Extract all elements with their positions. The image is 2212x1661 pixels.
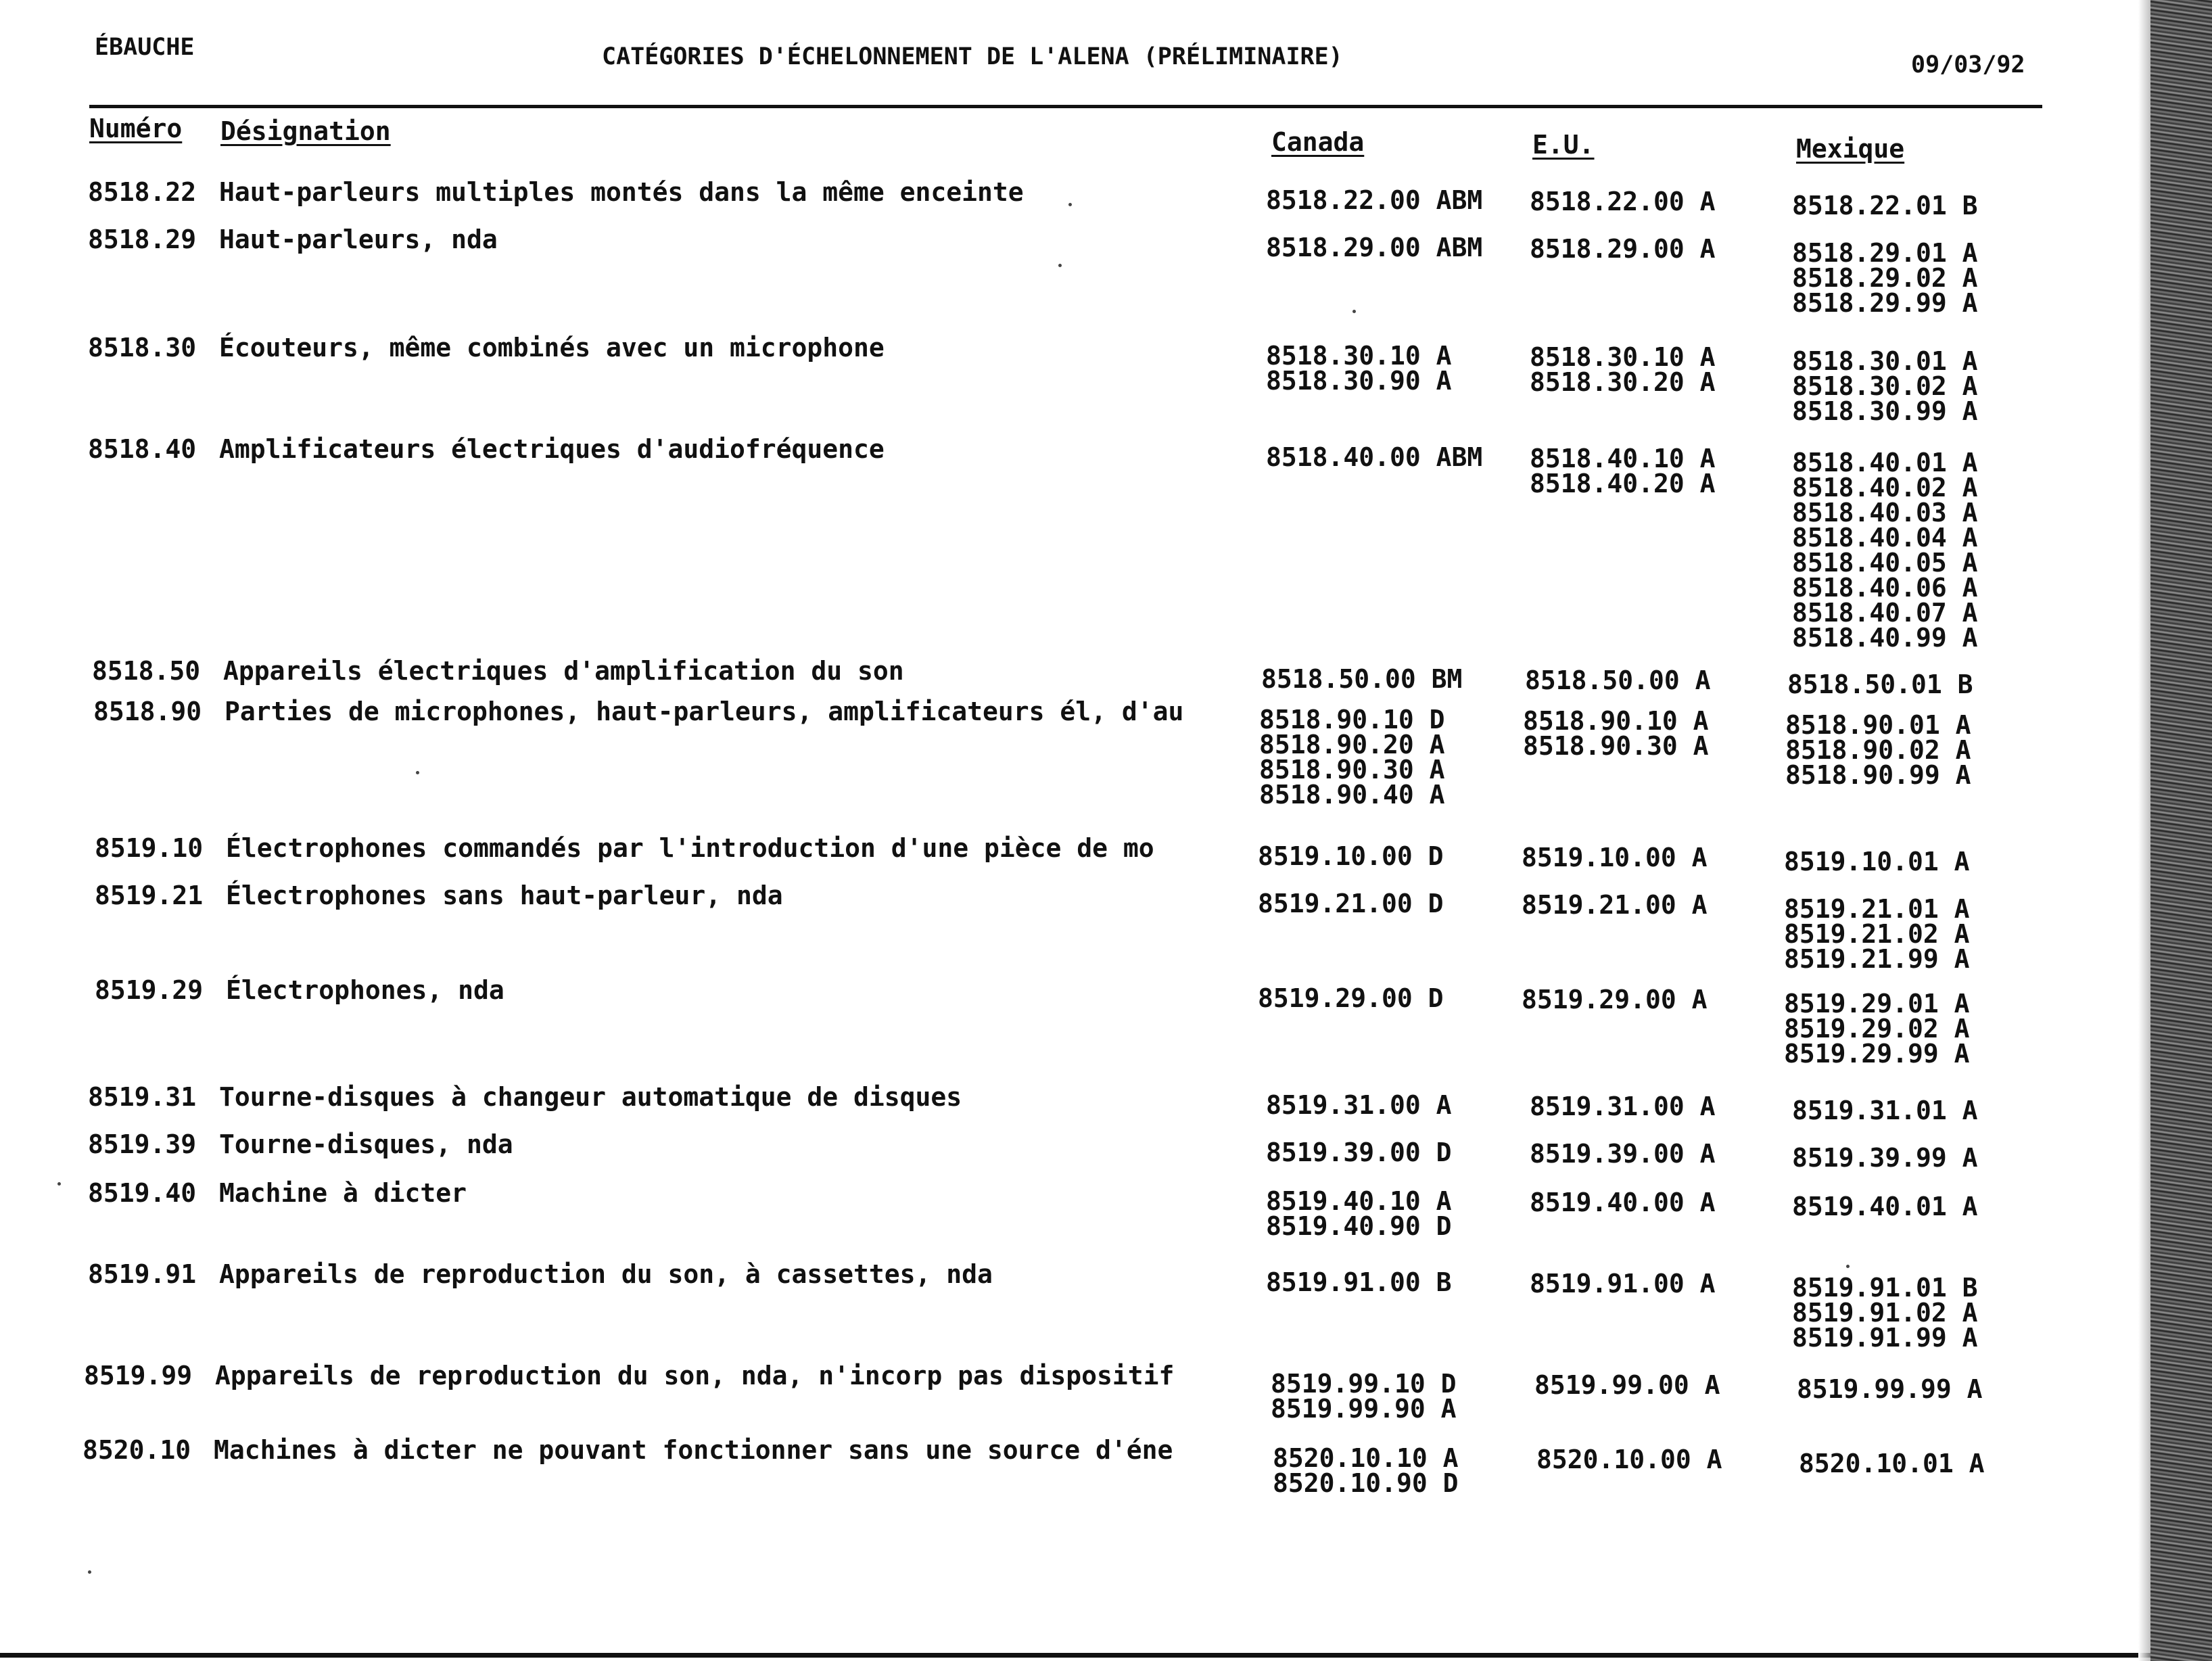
tariff-number: 8518.22 [88, 177, 197, 207]
eu-code: 8518.40.20 A [1530, 469, 1716, 498]
eu-code: 8518.90.10 A [1523, 706, 1709, 736]
tariff-number: 8519.91 [88, 1259, 197, 1289]
tariff-number: 8519.40 [88, 1178, 197, 1208]
eu-codes [1530, 1094, 1716, 1119]
eu-codes [1534, 1370, 1720, 1400]
eu-codes [1530, 446, 1716, 496]
mexique-code: 8519.21.01 A [1784, 894, 1970, 924]
canada-codes [1266, 1267, 1452, 1297]
tariff-number: 8519.39 [88, 1129, 197, 1159]
canada-codes [1271, 1369, 1457, 1424]
table-row [0, 1361, 2212, 1424]
canada-code: 8518.90.10 D [1259, 705, 1445, 734]
tariff-designation: Machine à dicter [219, 1178, 467, 1208]
eu-code: 8519.21.00 A [1522, 890, 1708, 920]
tariff-designation: Électrophones sans haut-parleur, nda [226, 881, 783, 910]
scan-speck [1846, 1265, 1850, 1268]
mexique-codes [1792, 1098, 1978, 1123]
mexique-code: 8519.91.02 A [1792, 1298, 1978, 1328]
mexique-code: 8519.21.02 A [1784, 919, 1970, 949]
canada-codes [1259, 707, 1445, 808]
table-row [0, 1129, 2212, 1173]
tariff-designation: Haut-parleurs, nda [219, 225, 498, 254]
mexique-code: 8518.30.02 A [1792, 371, 1978, 401]
canada-codes [1261, 664, 1463, 694]
mexique-code: 8519.40.01 A [1792, 1192, 1978, 1221]
eu-code: 8518.90.30 A [1523, 731, 1709, 761]
eu-code: 8519.40.00 A [1530, 1188, 1716, 1217]
canada-code: 8518.50.00 BM [1261, 664, 1463, 694]
mexique-code: 8519.91.01 B [1792, 1273, 1978, 1303]
canada-code: 8519.40.90 D [1266, 1211, 1452, 1241]
mexique-codes [1792, 1273, 1978, 1353]
canada-codes [1266, 1090, 1452, 1120]
canada-code: 8518.90.20 A [1259, 730, 1445, 759]
column-header-designation: Désignation [220, 116, 391, 146]
canada-code: 8518.30.10 A [1266, 341, 1452, 371]
canada-codes [1258, 841, 1444, 871]
mexique-code: 8518.29.02 A [1792, 263, 1978, 293]
tariff-number: 8518.90 [93, 697, 202, 726]
canada-code: 8518.90.30 A [1259, 755, 1445, 785]
tariff-number: 8519.10 [95, 833, 204, 863]
eu-codes [1530, 189, 1716, 214]
table-row [0, 975, 2212, 1069]
mexique-codes [1784, 894, 1970, 974]
scan-speck [1058, 264, 1062, 267]
eu-codes [1523, 706, 1709, 761]
mexique-code: 8520.10.01 A [1799, 1449, 1985, 1478]
mexique-code: 8518.22.01 B [1792, 191, 1978, 220]
canada-code: 8519.21.00 D [1258, 889, 1444, 918]
table-row [0, 833, 2212, 876]
tariff-number: 8519.31 [88, 1082, 197, 1112]
eu-code: 8518.30.20 A [1530, 367, 1716, 397]
mexique-code: 8518.40.02 A [1792, 473, 1978, 502]
mexique-codes [1784, 991, 1970, 1067]
canada-code: 8519.40.10 A [1266, 1186, 1452, 1216]
table-row [0, 1259, 2212, 1353]
canada-code: 8518.22.00 ABM [1266, 185, 1483, 215]
scan-speck [416, 771, 419, 774]
mexique-codes [1787, 672, 1973, 697]
tariff-designation: Électrophones, nda [226, 975, 504, 1005]
table-row [0, 434, 2212, 653]
mexique-codes [1792, 346, 1978, 426]
eu-code: 8519.10.00 A [1522, 843, 1708, 872]
mexique-code: 8519.31.01 A [1792, 1096, 1978, 1125]
column-header-numero: Numéro [89, 114, 183, 143]
eu-codes [1522, 987, 1708, 1012]
canada-code: 8519.39.00 D [1266, 1138, 1452, 1167]
scan-speck [1068, 203, 1072, 206]
eu-code: 8518.40.10 A [1530, 444, 1716, 473]
mexique-code: 8518.40.05 A [1792, 548, 1978, 578]
eu-code: 8518.50.00 A [1525, 665, 1711, 695]
tariff-number: 8519.21 [95, 881, 204, 910]
canada-code: 8519.29.00 D [1258, 983, 1444, 1013]
mexique-code: 8518.30.01 A [1792, 346, 1978, 376]
tariff-designation: Haut-parleurs multiples montés dans la même enceinte [219, 177, 1024, 207]
canada-codes [1266, 442, 1483, 472]
tariff-designation: Machines à dicter ne pouvant fonctionner sans une source d'éne [214, 1435, 1173, 1465]
canada-code: 8520.10.10 A [1273, 1443, 1459, 1473]
eu-codes [1536, 1447, 1722, 1472]
canada-code: 8519.99.10 D [1271, 1369, 1457, 1399]
mexique-code: 8518.30.99 A [1792, 396, 1978, 426]
tariff-designation: Tourne-disques à changeur automatique de disques [219, 1082, 962, 1112]
tariff-designation: Tourne-disques, nda [219, 1129, 513, 1159]
document-date: 09/03/92 [1911, 51, 2025, 78]
mexique-code: 8518.29.01 A [1792, 238, 1978, 268]
canada-code: 8519.99.90 A [1271, 1394, 1457, 1424]
mexique-codes [1784, 849, 1970, 874]
canada-codes [1266, 235, 1482, 260]
mexique-code: 8519.39.99 A [1792, 1143, 1978, 1173]
mexique-code: 8519.99.99 A [1797, 1374, 1983, 1404]
mexique-code: 8518.40.06 A [1792, 573, 1978, 603]
canada-codes [1266, 185, 1483, 215]
eu-code: 8518.22.00 A [1530, 187, 1716, 216]
tariff-designation: Appareils de reproduction du son, à cassettes, nda [219, 1259, 993, 1289]
eu-code: 8520.10.00 A [1536, 1445, 1722, 1474]
canada-code: 8518.40.00 ABM [1266, 442, 1483, 472]
column-header-canada: Canada [1271, 127, 1365, 157]
scan-speck [1352, 310, 1356, 313]
eu-codes [1530, 1269, 1716, 1299]
canada-codes [1266, 1186, 1452, 1241]
mexique-code: 8518.29.99 A [1792, 288, 1978, 318]
mexique-codes [1792, 1194, 1978, 1219]
eu-code: 8519.39.00 A [1530, 1139, 1716, 1169]
mexique-code: 8518.90.99 A [1785, 760, 1971, 790]
eu-codes [1522, 890, 1708, 920]
tariff-number: 8518.50 [92, 656, 201, 686]
draft-label: ÉBAUCHE [95, 34, 195, 61]
canada-code: 8518.30.90 A [1266, 366, 1452, 396]
tariff-designation: Appareils électriques d'amplification du son [223, 656, 904, 686]
canada-codes [1258, 891, 1444, 916]
mexique-code: 8518.50.01 B [1787, 670, 1973, 699]
scan-speck [88, 1570, 91, 1574]
eu-code: 8518.29.00 A [1530, 234, 1716, 264]
tariff-designation: Appareils de reproduction du son, nda, n'incorp pas dispositif [215, 1361, 1175, 1390]
eu-code: 8519.91.00 A [1530, 1269, 1716, 1299]
eu-code: 8518.30.10 A [1530, 342, 1716, 372]
canada-code: 8520.10.90 D [1273, 1468, 1459, 1498]
mexique-codes [1797, 1374, 1983, 1404]
canada-code: 8519.91.00 B [1266, 1267, 1452, 1297]
mexique-codes [1792, 450, 1978, 651]
mexique-code: 8518.40.07 A [1792, 598, 1978, 628]
eu-codes [1530, 1190, 1716, 1215]
tariff-designation: Électrophones commandés par l'introduction d'une pièce de mo [226, 833, 1154, 863]
mexique-code: 8519.91.99 A [1792, 1323, 1978, 1353]
scan-speck [57, 1182, 61, 1186]
canada-code: 8519.31.00 A [1266, 1090, 1452, 1120]
eu-code: 8519.99.00 A [1534, 1370, 1720, 1400]
mexique-code: 8518.40.04 A [1792, 523, 1978, 553]
mexique-code: 8518.90.02 A [1785, 735, 1971, 765]
table-row [0, 697, 2212, 810]
eu-code: 8519.29.00 A [1522, 985, 1708, 1014]
canada-codes [1266, 1140, 1452, 1165]
column-header-eu: E.U. [1532, 130, 1595, 160]
column-header-mexique: Mexique [1796, 134, 1905, 164]
mexique-code: 8519.21.99 A [1784, 944, 1970, 974]
mexique-codes [1792, 1143, 1978, 1173]
eu-codes [1530, 234, 1716, 264]
mexique-code: 8518.40.01 A [1792, 448, 1978, 477]
tariff-designation: Amplificateurs électriques d'audiofréquence [219, 434, 885, 464]
tariff-number: 8519.99 [84, 1361, 193, 1390]
mexique-code: 8519.29.02 A [1784, 1014, 1970, 1044]
eu-codes [1522, 845, 1708, 870]
table-row [0, 177, 2212, 220]
table-row [0, 881, 2212, 974]
tariff-number: 8518.40 [88, 434, 197, 464]
tariff-number: 8518.30 [88, 333, 197, 362]
mexique-code: 8518.90.01 A [1785, 710, 1971, 740]
mexique-codes [1792, 193, 1978, 218]
mexique-code: 8518.40.03 A [1792, 498, 1978, 528]
mexique-codes [1792, 238, 1978, 318]
table-row [0, 333, 2212, 426]
canada-codes [1258, 983, 1444, 1013]
bottom-rule [0, 1653, 2157, 1658]
eu-codes [1530, 1139, 1716, 1169]
tariff-number: 8519.29 [95, 975, 204, 1005]
canada-codes [1273, 1443, 1459, 1498]
tariff-designation: Écouteurs, même combinés avec un microphone [219, 333, 885, 362]
document-title: CATÉGORIES D'ÉCHELONNEMENT DE L'ALENA (PRÉLIMINAIRE) [602, 43, 1343, 70]
scan-edge [2150, 0, 2212, 1661]
mexique-codes [1799, 1451, 1985, 1476]
canada-code: 8518.90.40 A [1259, 780, 1445, 810]
mexique-code: 8519.10.01 A [1784, 847, 1970, 876]
canada-code: 8518.29.00 ABM [1266, 233, 1483, 262]
eu-codes [1530, 342, 1716, 397]
canada-codes [1266, 341, 1452, 396]
eu-codes [1525, 665, 1711, 695]
tariff-designation: Parties de microphones, haut-parleurs, amplificateurs él, d'au [225, 697, 1184, 726]
tariff-number: 8518.29 [88, 225, 197, 254]
header-rule [89, 105, 2042, 108]
tariff-number: 8520.10 [83, 1435, 191, 1465]
mexique-code: 8519.29.01 A [1784, 989, 1970, 1019]
mexique-code: 8519.29.99 A [1784, 1039, 1970, 1069]
table-row [0, 225, 2212, 318]
eu-code: 8519.31.00 A [1530, 1092, 1716, 1121]
table-row [0, 1178, 2212, 1241]
canada-code: 8519.10.00 D [1258, 841, 1444, 871]
mexique-codes [1785, 710, 1971, 790]
mexique-code: 8518.40.99 A [1792, 623, 1978, 653]
